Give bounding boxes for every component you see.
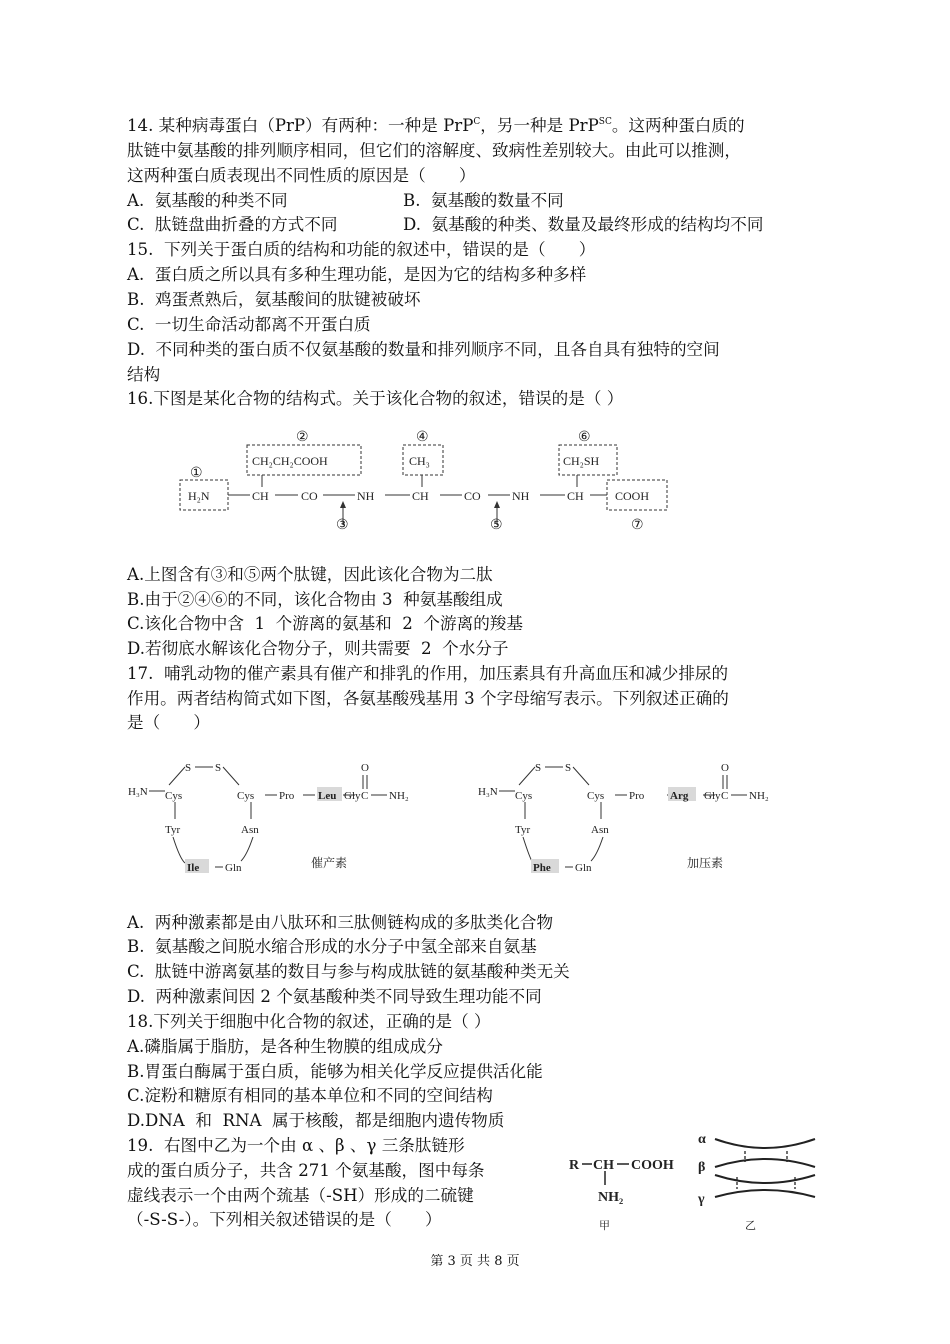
q17-option-c: C. 肽链中游离氨基的数目与参与构成肽链的氨基酸种类无关 xyxy=(127,962,570,981)
q14-option-c: C. 肽链盘曲折叠的方式不同 xyxy=(127,215,338,234)
q18-stem: 18.下列关于细胞中化合物的叙述，正确的是（ ） xyxy=(127,1012,491,1031)
q16-ch-3: CH xyxy=(567,489,584,503)
q19-label-jia: 甲 xyxy=(599,1220,610,1232)
q19-figure xyxy=(565,1125,835,1235)
q19-alpha: α xyxy=(698,1132,706,1147)
q19-stem-line4: （-S-S-）。下列相关叙述错误的是（ ） xyxy=(127,1210,442,1229)
q16-label-5: ⑤ xyxy=(490,518,503,533)
q16-option-d: D.若彻底水解该化合物分子，则共需要 2 个水分子 xyxy=(127,639,509,658)
q17-right-nh2: NH₂ xyxy=(749,790,769,802)
q17-option-d: D. 两种激素间因 2 个氨基酸种类不同导致生理功能不同 xyxy=(127,987,542,1006)
q17-right-gly: Gly xyxy=(704,790,721,802)
q19-gamma: γ xyxy=(698,1192,705,1207)
q17-left-c: C xyxy=(361,790,369,802)
q17-left-o: O xyxy=(361,762,369,774)
q17-stem-line3: 是（ ） xyxy=(127,713,210,732)
q17-left-cys1: Cys xyxy=(165,790,183,802)
q17-vasopressin-figure xyxy=(475,755,795,880)
q19-stem-line3: 虚线表示一个由两个巯基（-SH）形成的二硫键 xyxy=(127,1186,474,1205)
q17-left-var2: Ile xyxy=(187,862,200,874)
q16-r-group-6: CH₂SH xyxy=(563,454,600,468)
q17-stem-line1: 17. 哺乳动物的催产素具有催产和排乳的作用，加压素具有升高血压和减少排尿的 xyxy=(127,664,729,683)
q16-nh-1: NH xyxy=(357,489,375,503)
q17-left-nh2: NH₂ xyxy=(389,790,409,802)
q14-stem-line3: 这两种蛋白质表现出不同性质的原因是（ ） xyxy=(127,166,476,185)
q15-option-c: C. 一切生命活动都离不开蛋白质 xyxy=(127,315,371,334)
q16-label-7: ⑦ xyxy=(631,518,644,533)
q16-option-a: A.上图含有③和⑤两个肽键，因此该化合物为二肽 xyxy=(127,565,493,584)
q17-left-caption: 催产素 xyxy=(311,856,348,870)
q17-left-tyr: Tyr xyxy=(165,824,181,836)
q17-left-pro: Pro xyxy=(279,790,295,802)
q19-beta: β xyxy=(698,1160,706,1175)
q17-left-h3n: H₃N xyxy=(128,786,148,798)
q17-left-asn: Asn xyxy=(241,824,259,836)
q17-left-s2: S xyxy=(215,762,222,774)
q17-right-cys1: Cys xyxy=(515,790,533,802)
q16-label-2: ② xyxy=(296,430,309,445)
q16-ch-1: CH xyxy=(252,489,269,503)
q17-option-b: B. 氨基酸之间脱水缩合形成的水分子中氢全部来自氨基 xyxy=(127,937,537,956)
q17-right-var1: Arg xyxy=(670,790,689,802)
q17-stem-line2: 作用。两者结构简式如下图，各氨基酸残基用 3 个字母缩写表示。下列叙述正确的 xyxy=(127,689,729,708)
q15-option-b: B. 鸡蛋煮熟后，氨基酸间的肽键被破坏 xyxy=(127,290,421,309)
q16-co-1: CO xyxy=(301,489,318,503)
q19-stem-line2: 成的蛋白质分子，共含 271 个氨基酸，图中每条 xyxy=(127,1161,485,1180)
q16-r-group-2: CH₂CH₂COOH xyxy=(252,454,328,468)
q16-label-6: ⑥ xyxy=(578,430,591,445)
q16-option-b: B.由于②④⑥的不同，该化合物由 3 种氨基酸组成 xyxy=(127,590,503,609)
q14-option-b: B. 氨基酸的数量不同 xyxy=(403,191,564,210)
q17-left-gly: Gly xyxy=(344,790,361,802)
q18-option-b: B.胃蛋白酶属于蛋白质，能够为相关化学反应提供活化能 xyxy=(127,1062,543,1081)
q17-right-asn: Asn xyxy=(591,824,609,836)
q16-ch-2: CH xyxy=(412,489,429,503)
q17-oxytocin-figure xyxy=(125,755,445,880)
q15-option-a: A. 蛋白质之所以具有多种生理功能，是因为它的结构多种多样 xyxy=(127,265,587,284)
q17-right-o: O xyxy=(721,762,729,774)
q17-right-s1: S xyxy=(535,762,542,774)
q17-left-gln: Gln xyxy=(225,862,242,874)
q16-label-3: ③ xyxy=(336,518,349,533)
q17-right-pro: Pro xyxy=(629,790,645,802)
q16-option-c: C.该化合物中含 1 个游离的氨基和 2 个游离的羧基 xyxy=(127,614,523,633)
q15-option-d-line2: 结构 xyxy=(127,365,161,384)
q17-right-s2: S xyxy=(565,762,572,774)
q19-cooh: COOH xyxy=(631,1158,674,1173)
q18-option-a: A.磷脂属于脂肪，是各种生物膜的组成成分 xyxy=(127,1037,443,1056)
q17-option-a: A. 两种激素都是由八肽环和三肽侧链构成的多肽类化合物 xyxy=(127,913,554,932)
q14-option-a: A. 氨基酸的种类不同 xyxy=(127,191,288,210)
q15-stem: 15. 下列关于蛋白质的结构和功能的叙述中，错误的是（ ） xyxy=(127,240,596,259)
q17-left-var1: Leu xyxy=(318,790,337,802)
q14-option-d: D. 氨基酸的种类、数量及最终形成的结构均不同 xyxy=(403,215,764,234)
q17-right-gln: Gln xyxy=(575,862,592,874)
q16-stem: 16.下图是某化合物的结构式。关于该化合物的叙述，错误的是（ ） xyxy=(127,389,624,408)
q17-left-cys2: Cys xyxy=(237,790,255,802)
q17-right-var2: Phe xyxy=(533,862,551,874)
q18-option-c: C.淀粉和糖原有相同的基本单位和不同的空间结构 xyxy=(127,1086,493,1105)
page-footer: 第 3 页 共 8 页 xyxy=(430,1254,520,1269)
q19-nh2: NH₂ xyxy=(598,1190,624,1205)
q17-right-caption: 加压素 xyxy=(687,856,724,870)
q16-r-group-4: CH₃ xyxy=(409,454,430,468)
q17-right-h3n: H₃N xyxy=(478,786,498,798)
q19-label-yi: 乙 xyxy=(745,1220,756,1232)
q15-option-d-line1: D. 不同种类的蛋白质不仅氨基酸的数量和排列顺序不同，且各自具有独特的空间 xyxy=(127,340,720,359)
q16-label-4: ④ xyxy=(416,430,429,445)
q19-ch: CH xyxy=(593,1158,614,1173)
q17-right-tyr: Tyr xyxy=(515,824,531,836)
q19-r: R xyxy=(569,1158,580,1173)
q16-label-1: ① xyxy=(190,466,203,481)
q16-co-2: CO xyxy=(464,489,481,503)
q18-option-d: D.DNA 和 RNA 属于核酸，都是细胞内遗传物质 xyxy=(127,1111,505,1130)
q16-carboxyl-group: COOH xyxy=(615,489,650,503)
q17-right-cys2: Cys xyxy=(587,790,605,802)
q14-stem-line1: 14. 某种病毒蛋白（PrP）有两种：一种是 PrP$^C$，另一种是 PrP$^{SC}$。这两种蛋白质的 xyxy=(127,116,745,135)
q16-nh-2: NH xyxy=(512,489,530,503)
q16-structure-figure xyxy=(170,425,680,545)
q17-left-s1: S xyxy=(185,762,192,774)
q16-amino-group: H₂N xyxy=(188,489,210,503)
q14-stem-line2: 肽链中氨基酸的排列顺序相同，但它们的溶解度、致病性差别较大。由此可以推测， xyxy=(127,141,741,160)
q19-stem-line1: 19. 右图中乙为一个由 α 、β 、γ 三条肽链形 xyxy=(127,1136,465,1155)
q17-right-c: C xyxy=(721,790,729,802)
